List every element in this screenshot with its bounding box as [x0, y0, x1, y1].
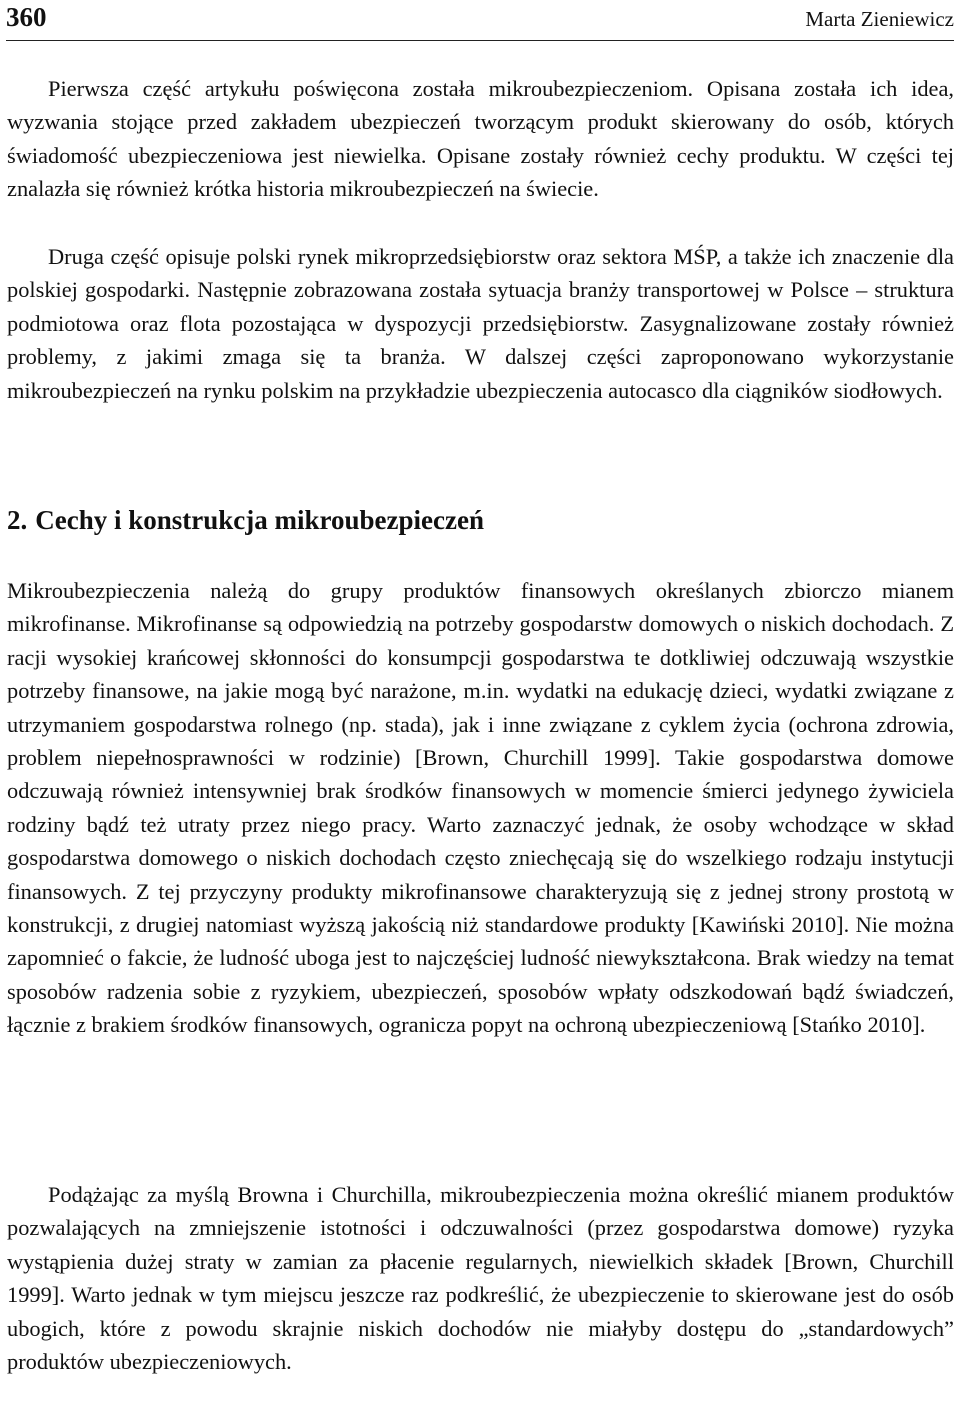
section-heading — [7, 505, 484, 536]
section-number: 2. — [7, 505, 28, 535]
paragraph-2: Druga część opisuje polski rynek mikroprzedsiębiorstw oraz sektora MŚP, a także ich znaczenie dla polskiej gospodarki. Następnie zobrazowana została sytuacja branży transportowej w Polsce – struktura podmiotowa oraz flota pozostająca w dyspozycji przedsiębiorstw. Zasygnalizowane zostały również problemy, z jakimi zmaga się ta branża. W dalszej części zaproponowano wykorzystanie mikroubezpieczeń na rynku polskim na przykładzie ubezpieczenia autocasco dla ciągników siodłowych. — [7, 244, 954, 403]
section-title: Cechy i konstrukcja mikroubezpieczeń — [35, 505, 484, 535]
paragraph-4: Podążając za myślą Browna i Churchilla, mikroubezpieczenia można określić mianem produktów pozwalających na zmniejszenie istotności i odczuwalności (przez gospodarstwa domowe) ryzyka wystąpienia dużej straty w zamian za płacenie regularnych, niewielkich składek [Brown, Churchill 1999]. Warto jednak w tym miejscu jeszcze raz podkreślić, że ubezpieczenie to skierowane jest do osób ubogich, które z powodu skrajnie niskich dochodów nie miałyby dostępu do „standardowych” produktów ubezpieczeniowych. — [7, 1182, 954, 1375]
paragraph-3: Mikroubezpieczenia należą do grupy produktów finansowych określanych zbiorczo mianem mikrofinanse. Mikrofinanse są odpowiedzią na potrzeby gospodarstw domowych o niskich dochodach. Z racji wysokiej krańcowej skłonności do konsumpcji gospodarstwa te dotkliwiej odczuwają wszystkie potrzeby finansowe, na jakie mogą być narażone, m.in. wydatki na edukację dzieci, wydatki związane z utrzymaniem gospodarstwa rolnego (np. stada), jak i inne związane z cyklem życia (ochrona zdrowia, problem niepełnosprawności w rodzinie) [Brown, Churchill 1999]. Takie gospodarstwa domowe odczuwają również intensywniej brak środków finansowych w momencie śmierci jedynego żywiciela rodziny bądź też utraty przez niego pracy. Warto zaznaczyć jednak, że osoby wchodzące w skład gospodarstwa domowego o niskich dochodach często zniechęcają się do wszelkiego rodzaju instytucji finansowych. Z tej przyczyny produkty mikrofinansowe charakteryzują się z jednej strony prostotą w konstrukcji, z drugiej natomiast wyższą jakością niż standardowe produkty [Kawiński 2010]. Nie można zapomnieć o fakcie, że ludność uboga jest to najczęściej ludność niewykształcona. Brak wiedzy na temat sposobów radzenia sobie z ryzykiem, ubezpieczeń, sposobów wpłaty odszkodowań bądź świadczeń, łącznie z brakiem środków finansowych, ogranicza popyt na ochroną ubezpieczeniową [Stańko 2010]. — [7, 578, 954, 1038]
page-number: 360 — [6, 2, 47, 32]
page-header — [6, 0, 954, 41]
paragraph-1: Pierwsza część artykułu poświęcona została mikroubezpieczeniom. Opisana została ich idea, wyzwania stojące przed zakładem ubezpieczeń tworzącym produkt skierowany do osób, których świadomość ubezpieczeniowa jest niewielka. Opisane zostały również cechy produktu. W części tej znalazła się również krótka historia mikroubezpieczeń na świecie. — [7, 76, 954, 202]
running-head-author: Marta Zieniewicz — [805, 7, 954, 31]
